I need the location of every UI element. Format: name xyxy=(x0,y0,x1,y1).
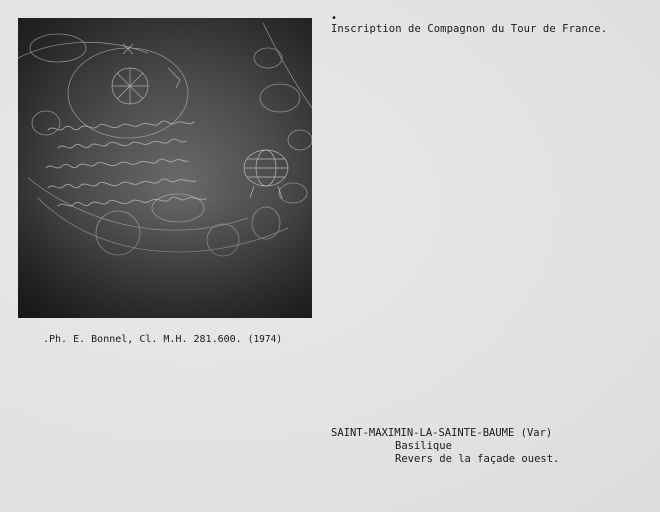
location-line: SAINT-MAXIMIN-LA-SAINTE-BAUME (Var) xyxy=(331,427,553,439)
caption-title: Inscription de Compagnon du Tour de France. xyxy=(331,23,608,35)
detail-line: Revers de la façade ouest. xyxy=(395,453,560,465)
inscription-etching xyxy=(18,18,312,318)
inscription-photo xyxy=(18,18,312,318)
photo-credit-year: (1974) xyxy=(247,334,283,345)
photo-credit-text: .Ph. E. Bonnel, Cl. M.H. 281.600. xyxy=(43,334,242,345)
photo-credit xyxy=(43,334,282,345)
building-line: Basilique xyxy=(395,440,452,452)
bullet-mark: • xyxy=(331,13,338,24)
